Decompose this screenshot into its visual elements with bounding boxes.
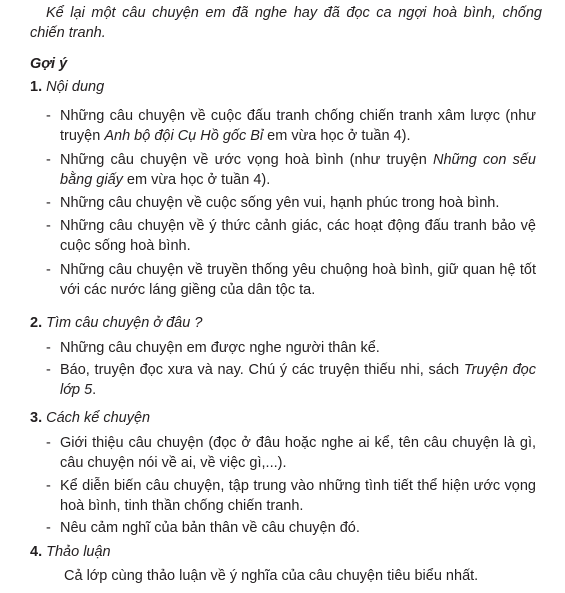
section-title-text: Thảo luận xyxy=(46,544,111,560)
section-number: 2. xyxy=(30,315,43,331)
bullet-dash: - xyxy=(46,195,51,211)
bullet-dash: - xyxy=(46,362,51,378)
list-item: - Báo, truyện đọc xưa và nay. Chú ý các truyện thiếu nhi, sách Truyện đọc lớp 5. xyxy=(46,362,536,398)
intro-paragraph: Kể lại một câu chuyện em đã nghe hay đã đọc ca ngợi hoà bình, chống chiến tranh. xyxy=(30,5,542,41)
list-item: - Nêu cảm nghĩ của bản thân về câu chuyện đó. xyxy=(46,520,360,536)
section-1-title xyxy=(30,77,104,97)
bullet-dash: - xyxy=(46,108,51,124)
list-item: - Kể diễn biến câu chuyện, tập trung vào những tình tiết thể hiện ước vọng hoà bình, tinh thần chống chiến tranh. xyxy=(46,478,536,514)
list-item: - Những câu chuyện về cuộc sống yên vui, hạnh phúc trong hoà bình. xyxy=(46,195,500,211)
closing-paragraph: Cả lớp cùng thảo luận về ý nghĩa của câu chuyện tiêu biểu nhất. xyxy=(64,568,479,584)
section-number: 1. xyxy=(30,79,43,95)
section-title-text: Tìm câu chuyện ở đâu ? xyxy=(46,315,203,331)
section-2-title xyxy=(30,313,202,333)
bullet-dash: - xyxy=(46,340,51,356)
list-item: - Những câu chuyện em được nghe người thân kể. xyxy=(46,340,380,356)
list-item: - Những câu chuyện về ý thức cảnh giác, các hoạt động đấu tranh bảo vệ cuộc sống hoà bình. xyxy=(46,218,536,254)
section-number: 4. xyxy=(30,544,43,560)
section-title-text: Cách kể chuyện xyxy=(46,410,151,426)
bullet-dash: - xyxy=(46,218,51,234)
section-number: 3. xyxy=(30,410,43,426)
section-4-title xyxy=(30,542,111,562)
hint-heading: Gợi ý xyxy=(30,56,68,72)
list-item: - Những câu chuyện về ước vọng hoà bình (như truyện Những con sếu bằng giấy em vừa học ở tuần 4). xyxy=(46,152,536,188)
list-item: - Những câu chuyện về truyền thống yêu chuộng hoà bình, giữ quan hệ tốt với các nước láng giềng của dân tộc ta. xyxy=(46,262,536,298)
list-item: - Giới thiệu câu chuyện (đọc ở đâu hoặc nghe ai kể, tên câu chuyện là gì, câu chuyện nói về ai, về việc gì,...). xyxy=(46,435,536,471)
bullet-dash: - xyxy=(46,262,51,278)
bullet-dash: - xyxy=(46,478,51,494)
bullet-dash: - xyxy=(46,435,51,451)
bullet-dash: - xyxy=(46,520,51,536)
list-item: - Những câu chuyện về cuộc đấu tranh chống chiến tranh xâm lược (như truyện Anh bộ đội Cụ Hồ gốc Bỉ em vừa học ở tuần 4). xyxy=(46,108,536,144)
section-title-text: Nội dung xyxy=(46,79,105,95)
bullet-dash: - xyxy=(46,152,51,168)
section-3-title xyxy=(30,408,150,428)
